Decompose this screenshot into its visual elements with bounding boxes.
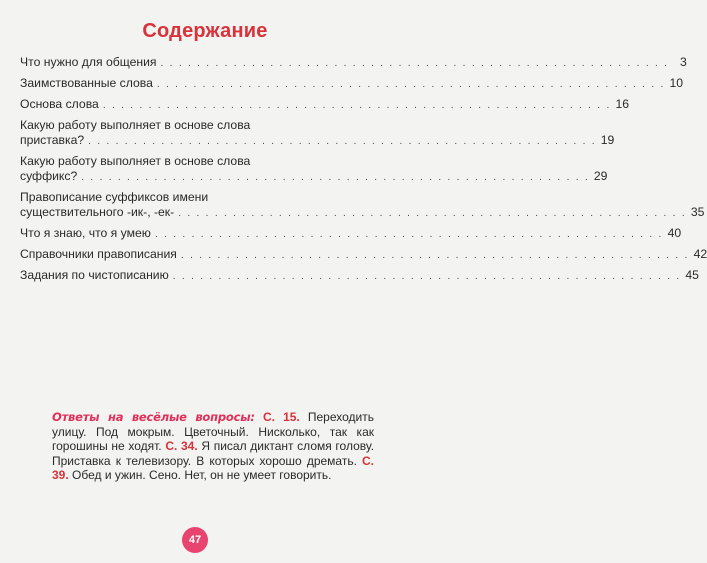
- toc-entry: [20, 247, 707, 263]
- toc-page-number: 16: [615, 97, 630, 111]
- toc-entry: [20, 118, 615, 149]
- answers-block: [52, 410, 374, 483]
- toc-entry-text: Основа слова: [20, 97, 99, 111]
- dot-leader: . . . . . . . . . . . . . . . . . . . . . . . . . . . . . . . . . . . . . . . . . . . . . . . . . . . . . . . .: [172, 271, 681, 282]
- toc-entry-text: Заимствованные слова: [20, 76, 153, 90]
- toc-entry: [20, 55, 687, 71]
- dot-leader: . . . . . . . . . . . . . . . . . . . . . . . . . . . . . . . . . . . . . . . . . . . . . . . . . . . . . . . .: [88, 136, 597, 147]
- toc-entry: [20, 76, 684, 92]
- dot-leader: . . . . . . . . . . . . . . . . . . . . . . . . . . . . . . . . . . . . . . . . . . . . . . . . . . . . . . . .: [102, 100, 612, 111]
- toc-page-number: 3: [679, 55, 687, 69]
- toc-entry: [20, 226, 682, 242]
- toc-entry: [20, 268, 699, 284]
- toc-entry: [20, 154, 608, 185]
- toc-entry-text: Что я знаю, что я умею: [20, 226, 151, 240]
- toc-entry-text: приставка?: [20, 133, 85, 147]
- toc-page-number: 45: [685, 268, 699, 282]
- toc-entry-text: суффикс?: [20, 169, 78, 183]
- toc-entry: [20, 97, 630, 113]
- toc-entry-text: Задания по чистописанию: [20, 268, 169, 282]
- answer-text-39: Обед и ужин. Сено. Нет, он не умеет говорить.: [68, 468, 332, 483]
- dot-leader: . . . . . . . . . . . . . . . . . . . . . . . . . . . . . . . . . . . . . . . . . . . . . . . . . . . . . . . .: [156, 79, 666, 90]
- toc-entry: [20, 190, 705, 221]
- toc-page-number: 19: [600, 133, 615, 147]
- toc-page-number: 42: [693, 247, 707, 261]
- answer-ref-34: С. 34.: [165, 439, 198, 454]
- toc-page-number: 40: [667, 226, 682, 240]
- dot-leader: . . . . . . . . . . . . . . . . . . . . . . . . . . . . . . . . . . . . . . . . . . . . . . . . . . . . . . . .: [178, 208, 687, 219]
- dot-leader: . . . . . . . . . . . . . . . . . . . . . . . . . . . . . . . . . . . . . . . . . . . . . . . . . . . . . . . .: [160, 58, 669, 69]
- answer-ref-39: С. 39.: [52, 453, 374, 483]
- toc-entry-text: Какую работу выполняет в основе слова: [20, 118, 251, 132]
- page-title: Содержание: [142, 20, 268, 42]
- page-number-badge: 47: [182, 527, 208, 553]
- dot-leader: . . . . . . . . . . . . . . . . . . . . . . . . . . . . . . . . . . . . . . . . . . . . . . . . . . . . . . . .: [154, 229, 664, 240]
- answers-heading: Ответы на весёлые вопросы:: [52, 410, 255, 424]
- dot-leader: . . . . . . . . . . . . . . . . . . . . . . . . . . . . . . . . . . . . . . . . . . . . . . . . . . . . . . . .: [180, 250, 690, 261]
- table-of-contents: [20, 55, 707, 289]
- toc-page-number: 35: [690, 205, 705, 219]
- answer-text-15: Переходить улицу. Под мокрым. Цветочный. Нисколько, так как горошины не ходят.: [52, 410, 374, 454]
- toc-page-number: 29: [593, 169, 608, 183]
- dot-leader: . . . . . . . . . . . . . . . . . . . . . . . . . . . . . . . . . . . . . . . . . . . . . . . . . . . . . . . .: [81, 172, 590, 183]
- toc-entry-text: Справочники правописания: [20, 247, 177, 261]
- toc-entry-text: Что нужно для общения: [20, 55, 157, 69]
- answer-text-34: Я писал диктант сломя голову. Приставка к телевизору. В которых хорошо дремать.: [52, 439, 374, 468]
- answer-ref-15: С. 15.: [262, 410, 300, 424]
- toc-entry-text: Правописание суффиксов имени: [20, 190, 209, 204]
- toc-entry-text: существительного -ик-, -ек-: [20, 205, 175, 219]
- toc-entry-text: Какую работу выполняет в основе слова: [20, 154, 251, 168]
- toc-page-number: 10: [669, 76, 684, 90]
